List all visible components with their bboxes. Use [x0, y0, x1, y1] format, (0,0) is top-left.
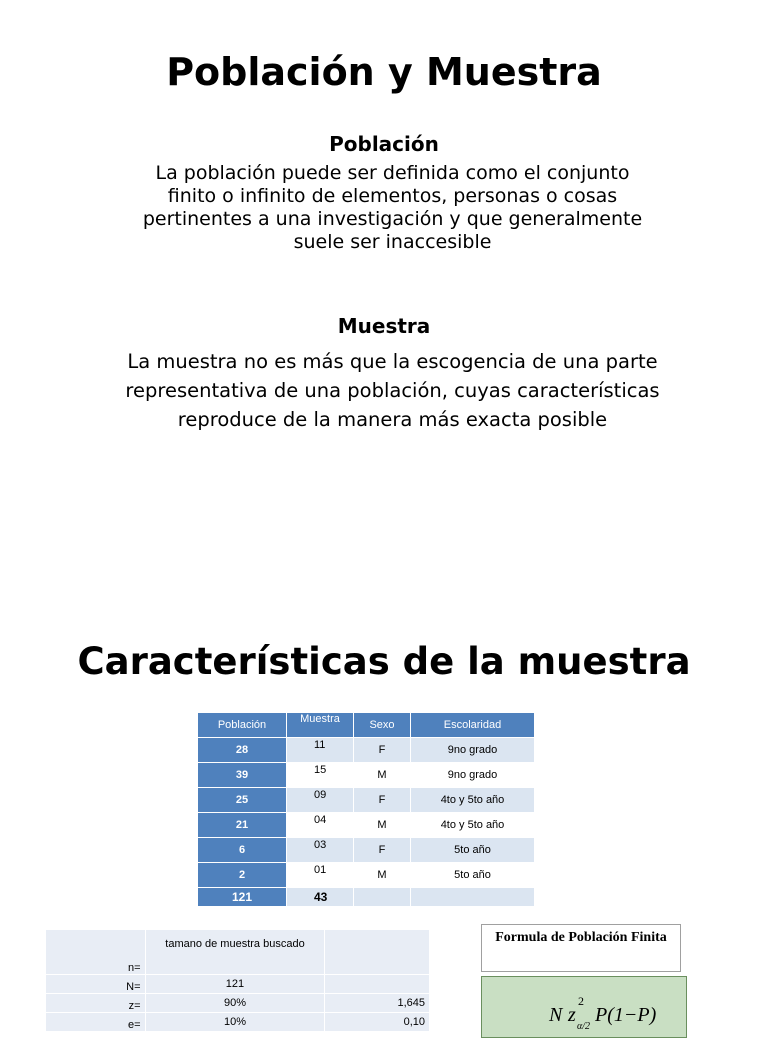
calc-row-N: [46, 975, 430, 994]
calc-value: [325, 975, 430, 994]
cell-poblacion: 21: [198, 813, 287, 838]
cell-sexo: M: [354, 863, 411, 888]
formula-title: Formula de Población Finita: [495, 930, 667, 945]
table-totals-row: [198, 888, 535, 907]
formula-image: [481, 976, 687, 1038]
cell-poblacion: 6: [198, 838, 287, 863]
cell-muestra: 01: [287, 863, 354, 888]
poblacion-definition: La población puede ser definida como el conjunto finito o infinito de elementos, personas o cosas pertinentes a una investigación y que generalmente suele ser inaccesible: [142, 162, 643, 253]
cell-escolaridad: 4to y 5to año: [411, 813, 535, 838]
formula-subscript: α/2: [577, 1021, 591, 1032]
col-header-escolaridad: Escolaridad: [411, 713, 535, 738]
total-blank: [354, 888, 411, 907]
calc-row-n: [46, 930, 430, 975]
cell-muestra: 03: [287, 838, 354, 863]
cell-sexo: M: [354, 813, 411, 838]
calc-desc: 10%: [145, 1013, 325, 1032]
table-row: [198, 838, 535, 863]
formula-N: N: [549, 1004, 563, 1026]
cell-escolaridad: 9no grado: [411, 738, 535, 763]
sample-characteristics-table: [197, 712, 535, 907]
formula-exponent: 2: [578, 994, 584, 1008]
calc-value: 1,645: [325, 994, 430, 1013]
col-header-sexo: Sexo: [354, 713, 411, 738]
total-muestra: 43: [287, 888, 354, 907]
cell-muestra: 11: [287, 738, 354, 763]
cell-sexo: F: [354, 788, 411, 813]
muestra-definition: La muestra no es más que la escogencia de una parte representativa de una población, cuyas características reproduce de la manera más exacta posible: [125, 350, 660, 431]
calc-desc: tamano de muestra buscado: [145, 930, 325, 975]
cell-sexo: M: [354, 763, 411, 788]
formula-rest: P(1−P): [595, 1004, 657, 1026]
cell-poblacion: 2: [198, 863, 287, 888]
cell-escolaridad: 9no grado: [411, 763, 535, 788]
cell-escolaridad: 5to año: [411, 863, 535, 888]
table-row: [198, 813, 535, 838]
total-blank: [411, 888, 535, 907]
col-header-poblacion: Población: [198, 713, 287, 738]
total-poblacion: 121: [198, 888, 287, 907]
sample-size-calc-table: [45, 929, 430, 1032]
table-row: [198, 863, 535, 888]
cell-poblacion: 25: [198, 788, 287, 813]
slide-title-caracteristicas: Características de la muestra: [77, 640, 691, 683]
calc-row-e: [46, 1013, 430, 1032]
cell-sexo: F: [354, 738, 411, 763]
cell-escolaridad: 4to y 5to año: [411, 788, 535, 813]
col-header-muestra: Muestra: [287, 713, 354, 738]
calc-value: [325, 930, 430, 975]
heading-muestra: Muestra: [337, 314, 431, 338]
calc-desc: 121: [145, 975, 325, 994]
formula-title-box: [481, 924, 681, 972]
table-row: [198, 763, 535, 788]
formula-z: z: [568, 1004, 576, 1026]
heading-poblacion: Población: [329, 132, 439, 156]
cell-sexo: F: [354, 838, 411, 863]
table-row: [198, 788, 535, 813]
cell-poblacion: 28: [198, 738, 287, 763]
calc-value: 0,10: [325, 1013, 430, 1032]
cell-escolaridad: 5to año: [411, 838, 535, 863]
cell-muestra: 04: [287, 813, 354, 838]
cell-muestra: 15: [287, 763, 354, 788]
slide-title-poblacion-muestra: Población y Muestra: [166, 50, 602, 94]
cell-muestra: 09: [287, 788, 354, 813]
calc-label: z=: [46, 994, 146, 1013]
table-header-row: [198, 713, 535, 738]
calc-label: N=: [46, 975, 146, 994]
formula-svg: [482, 977, 686, 1037]
calc-label: e=: [46, 1013, 146, 1032]
calc-row-z: [46, 994, 430, 1013]
cell-poblacion: 39: [198, 763, 287, 788]
table-row: [198, 738, 535, 763]
calc-label: n=: [46, 930, 146, 975]
calc-desc: 90%: [145, 994, 325, 1013]
